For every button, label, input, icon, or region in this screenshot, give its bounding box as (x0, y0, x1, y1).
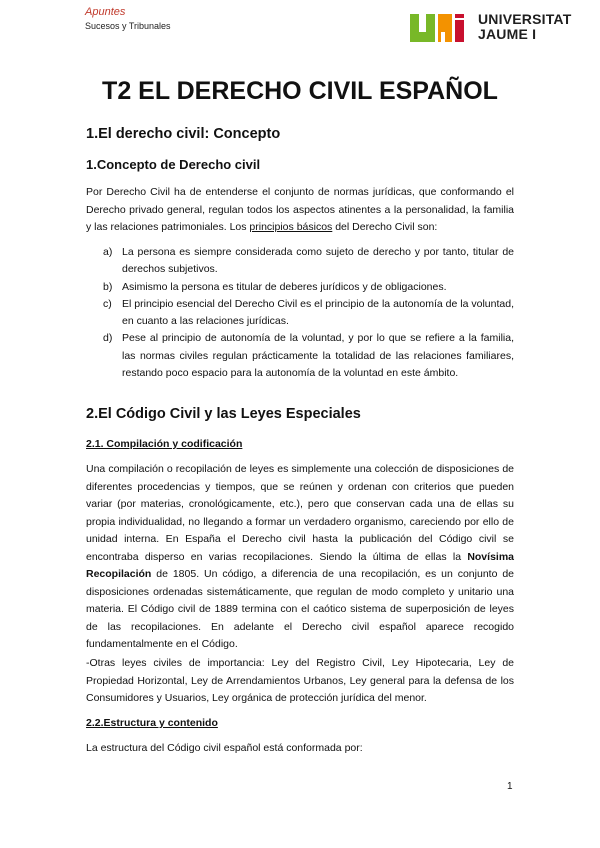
list-item (86, 244, 514, 279)
header-brand: Apuntes (85, 6, 126, 18)
section-1-subheading: 1.Concepto de Derecho civil (86, 157, 261, 172)
university-logo (410, 12, 580, 44)
list-item-text: Pese al principio de autonomía de la voluntad, y por lo que se refiere a la familia, las normas civiles regulan prácticamente la totalidad de las relaciones familiares, restando poco espacio para la autonomía de la voluntad en este ámbito. (122, 332, 514, 380)
intro-link-text: principios básicos (249, 221, 333, 233)
logo-line-2: JAUME I (478, 26, 537, 42)
header (85, 6, 171, 33)
compilation-paragraph (86, 461, 514, 654)
list-item (86, 279, 514, 296)
list-item (86, 296, 514, 331)
list-item-text: El principio esencial del Derecho Civil es el principio de la autonomía de la voluntad, en cuanto a las relaciones jurídicas. (122, 297, 514, 328)
section-2-heading: 2.El Código Civil y las Leyes Especiales (86, 406, 361, 422)
subsection-2-2-heading: 2.2.Estructura y contenido (86, 717, 218, 729)
page-number: 1 (507, 781, 513, 792)
structure-paragraph: La estructura del Código civil español está conformada por: (86, 742, 363, 754)
page-title: T2 EL DERECHO CIVIL ESPAÑOL (102, 77, 498, 105)
list-item-text: La persona es siempre considerada como sujeto de derecho y por tanto, titular de derechos subjetivos. (122, 246, 514, 276)
list-marker: b) (103, 280, 113, 293)
intro-paragraph (86, 184, 514, 237)
compilation-text-a: Una compilación o recopilación de leyes es simplemente una colección de disposiciones de diferentes procedencias y tiempos, que se reúnen y ordenan con criterios que pueden variar (por materias, cronológicamente, etc.), pero que conservan cada una de ellas su propia individualidad, no llegando a formar un verdadero organismo, careciendo por ello de unidad interna. En España el Derecho civil hasta la publicación del Código civil se encontraba disperso en varias recopilaciones. Siendo la última de ellas la (86, 463, 514, 563)
logo-line-1: UNIVERSITAT (478, 11, 572, 27)
list-marker: d) (103, 332, 113, 345)
list-item (86, 330, 514, 382)
compilation-bold-term: Novísima Recopilación (86, 550, 514, 580)
compilation-text-b: de 1805. Un código, a diferencia de una recopilación, es un conjunto de disposiciones ordenadas sistemáticamente, que regulan de modo completo y unitario una materia. El Código civil de 1889 termina con el caótico sistema de superposición de leyes de las recopilaciones. En adelante el Derecho civil español aparece recogido fundamentalmente en el Código. (86, 568, 514, 650)
list-item-text: Asimismo la persona es titular de deberes jurídicos y de obligaciones. (122, 280, 447, 293)
intro-text-start: Por Derecho Civil ha de entenderse el conjunto de normas jurídicas, que conformando el Derecho privado general, regulan todos los aspectos atinentes a la personalidad, la familia y las relaciones patrimoniales. Los (86, 186, 514, 233)
intro-text-end: del Derecho Civil son: (332, 221, 438, 233)
header-subtitle: Sucesos y Tribunales (85, 21, 171, 31)
logo-text (478, 12, 571, 42)
section-1-heading: 1.El derecho civil: Concepto (86, 126, 281, 142)
principles-list (86, 244, 514, 382)
other-laws-paragraph: -Otras leyes civiles de importancia: Ley del Registro Civil, Ley Hipotecaria, Ley de Propiedad Horizontal, Ley de Arrendamientos Urbanos, Ley general para la defensa de los Consumidores y Usuarios, Ley orgánica de protección jurídica del menor. (86, 657, 514, 704)
subsection-2-1-heading: 2.1. Compilación y codificación (86, 438, 243, 450)
uji-logo-icon (410, 12, 474, 44)
list-marker: a) (103, 246, 113, 258)
list-marker: c) (103, 297, 112, 310)
